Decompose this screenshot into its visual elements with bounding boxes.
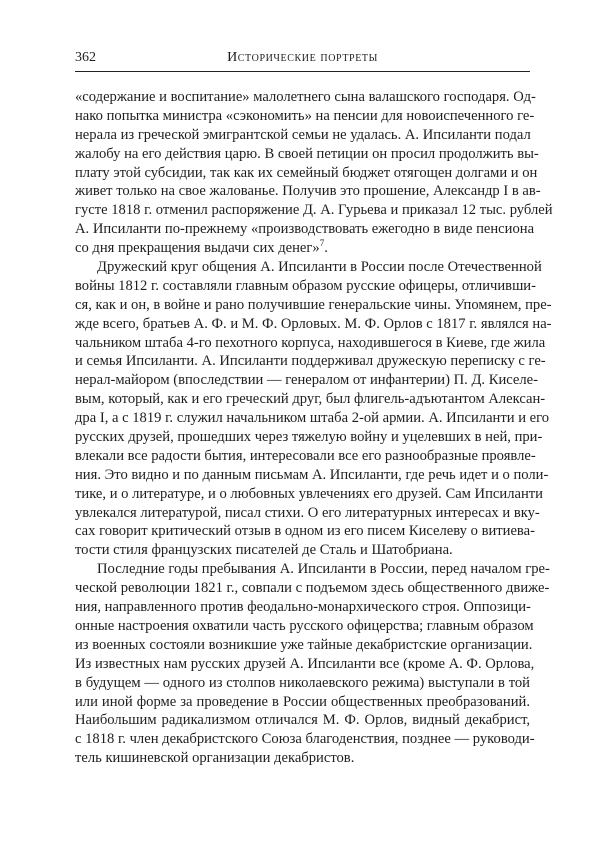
line-text: жде всего, братьев А. Ф. и М. Ф. Орловых. М. Ф. Орлов с 1817 г. являлся на- [75,315,552,332]
line-text: влекали все радости бытия, интересовали все его разнообразные проявле- [75,447,536,464]
line-text: или иной форме за проведение в России общественных преобразований. [75,693,530,710]
line-text: и семья Ипсиланти. А. Ипсиланти поддерживал дружескую переписку с ге- [75,353,546,370]
line-text: войны 1812 г. составляли главным образом русские офицеры, отличивши- [75,277,536,294]
line-text: плату этой субсидии, так как их семейный бюджет отягощен долгами и он [75,164,538,181]
running-header [75,50,530,70]
line-text: тости стиля французских писателей де Сталь и Шатобриана. [75,542,453,559]
text-line [75,220,535,239]
line-text: тике, и о литературе, и о любовных увлечениях его друзей. Сам Ипсиланти [75,485,543,502]
line-text: чальником штаба 4-го пехотного корпуса, находившегося в Киеве, где жила [75,334,546,351]
header-rule [75,71,530,72]
text-line [75,258,542,277]
text-line [75,579,550,598]
line-text: с 1818 г. член декабристского Союза благоденствия, позднее — руководи- [75,731,535,748]
text-line [75,730,535,749]
text-line [75,674,530,693]
text-line [75,485,543,504]
line-text: русских друзей, прошедших через тяжелую войну и уцелевших в ней, при- [75,429,543,446]
line-text: из военных состояли возникшие уже тайные декабристские организации. [75,636,533,653]
line-text-tail: . [324,240,328,257]
line-text: Последние годы пребывания А. Ипсиланти в России, перед началом гре- [97,561,550,578]
line-text: нерала из греческой эмигрантской семьи не удалась. А. Ипсиланти подал [75,126,531,143]
text-line [75,617,534,636]
text-line [75,390,546,409]
line-text: тель кишиневской организации декабристов. [75,750,355,767]
text-line [75,693,530,712]
text-line [75,201,553,220]
line-text: увлекался литературой, писал стихи. О его литературных интересах и вку- [75,504,540,521]
body-text [75,88,553,768]
paragraph [75,560,550,768]
text-line [75,315,552,334]
text-line [75,466,549,485]
text-line [75,522,535,541]
line-text: ния. Это видно и по данным письмам А. Ипсиланти, где речь идет и о поли- [75,466,549,483]
line-text: нерал-майором (впоследствии — генералом от инфантерии) П. Д. Киселе- [75,372,539,389]
line-text: нако попытка министра «сэкономить» на пенсии для новоиспеченного ге- [75,107,535,124]
text-line [75,126,530,145]
text-line [75,371,539,390]
text-line [75,560,550,579]
text-line [75,504,540,523]
paragraph [75,258,552,560]
line-text: онные настроения охватили часть русского офицерства; главным образом [75,617,534,634]
line-text: дра I, а с 1819 г. служил начальником штаба 2-ой армии. А. Ипсиланти и его [75,410,550,427]
text-line [75,749,530,768]
text-line [75,598,530,617]
line-text: «содержание и воспитание» малолетнего сына валашского господаря. Од- [75,89,536,105]
line-text: жалобу на его действия царю. В своей петиции он просил продолжить вы- [75,145,539,162]
text-line [75,239,530,258]
text-line [75,711,530,730]
footnote-ref[interactable]: 7 [319,238,325,249]
text-line [75,277,536,296]
line-text: ния, направленного против феодально-монархического строя. Оппозици- [75,599,531,616]
line-text: в будущем — одного из столпов николаевского режима) выступали в той [75,674,530,691]
text-line [75,296,552,315]
text-line [75,107,535,126]
text-line [75,541,530,560]
text-line [75,409,550,428]
line-text: Из известных нам русских друзей А. Ипсиланти все (кроме А. Ф. Орлова, [75,655,535,672]
line-text: густе 1818 г. отменил распоряжение Д. А. Гурьева и приказал 12 тыс. рублей [75,202,553,219]
line-text: живет только на свое жалованье. Получив это прошение, Александр I в ав- [75,183,541,200]
text-line [75,636,533,655]
text-line [75,447,536,466]
text-line [75,428,543,447]
text-line [75,655,535,674]
line-text: Наибольшим радикализмом отличался М. Ф. Орлов, видный декабрист, [75,712,530,729]
line-text: А. Ипсиланти по-прежнему «производствовать ежегодно в виде пенсиона [75,221,535,238]
line-text: со дня прекращения выдачи сих денег» [75,240,320,257]
line-text: Дружеский круг общения А. Ипсиланти в России после Отечественной [97,259,542,276]
text-line [75,145,539,164]
line-text: сах говорит критический отзыв в одном из его писем Киселеву о витиева- [75,523,535,540]
line-text: вым, который, как и его греческий друг, был флигель-адъютантом Алексан- [75,391,546,408]
text-line [75,182,541,201]
line-text: ческой революции 1821 г., совпали с подъемом здесь общественного движе- [75,580,550,597]
text-line [75,164,538,183]
running-title: Исторические портреты [227,50,378,65]
text-line [75,334,546,353]
text-line [75,88,536,107]
paragraph [75,88,553,258]
line-text: ся, как и он, в войне и рано получившие генеральские чины. Упомянем, пре- [75,296,552,313]
page-number: 362 [75,50,96,65]
text-line [75,352,546,371]
